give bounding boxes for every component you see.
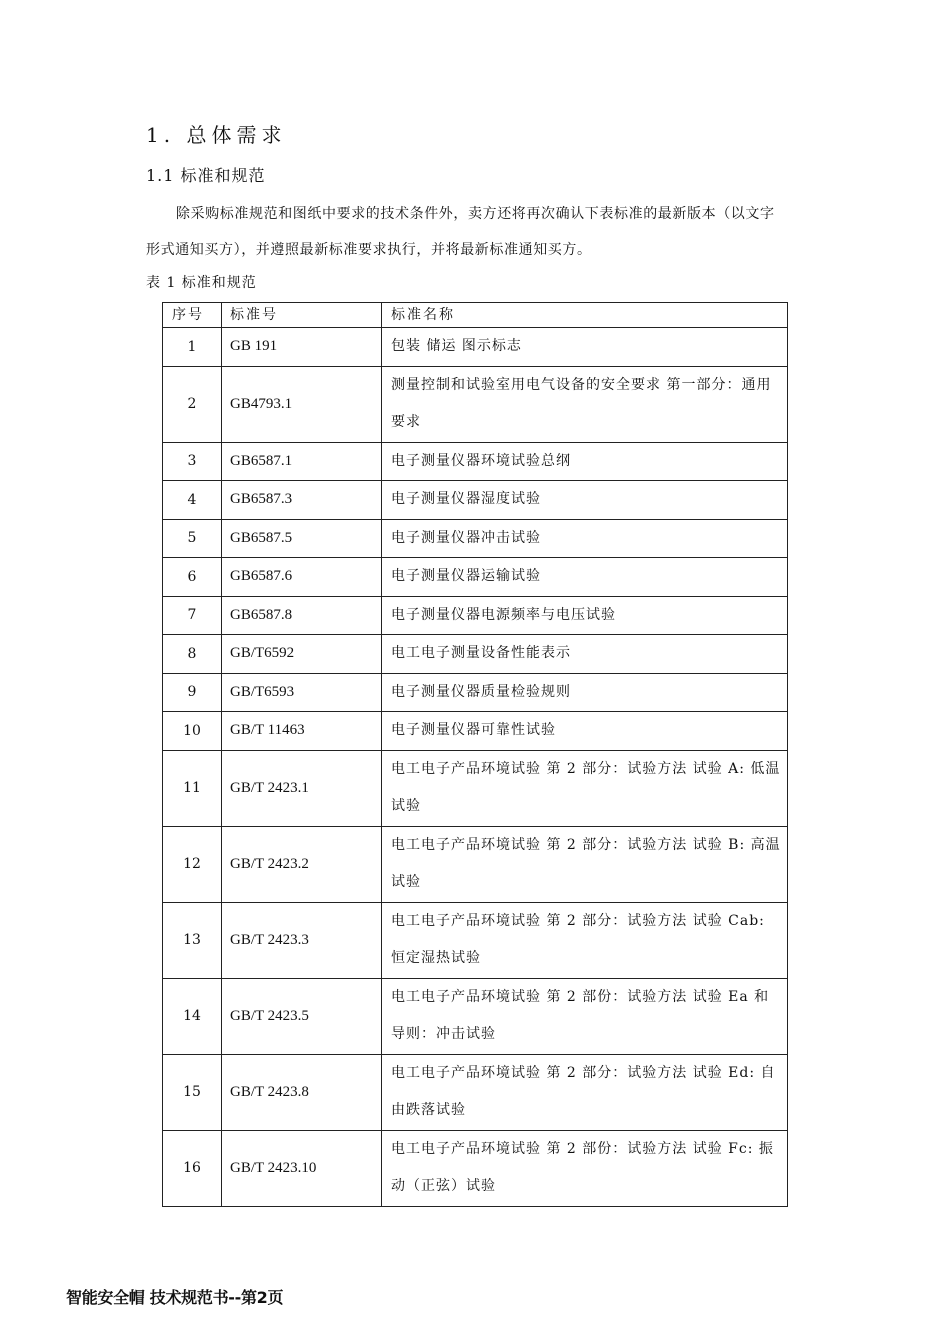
table-row [163, 1130, 788, 1206]
row-standard-name: 电工电子产品环境试验 第 2 部分：试验方法 试验 B: 高温试验 [382, 826, 788, 902]
row-standard-name: 电子测量仪器可靠性试验 [382, 712, 788, 751]
table-row [163, 673, 788, 712]
table-row [163, 519, 788, 558]
header-code: 标准号 [222, 303, 382, 328]
row-standard-code: GB4793.1 [222, 366, 382, 442]
row-standard-code: GB/T 11463 [222, 712, 382, 751]
table-row [163, 596, 788, 635]
row-standard-name: 电子测量仪器冲击试验 [382, 519, 788, 558]
row-standard-code: GB/T 2423.10 [222, 1130, 382, 1206]
header-no: 序号 [163, 303, 222, 328]
row-no: 3 [163, 442, 222, 481]
row-standard-name: 电工电子产品环境试验 第 2 部份：试验方法 试验 Ea 和导则：冲击试验 [382, 978, 788, 1054]
row-standard-name: 电子测量仪器环境试验总纲 [382, 442, 788, 481]
row-standard-code: GB/T 2423.5 [222, 978, 382, 1054]
section-heading: 1. 总体需求 [146, 123, 287, 147]
table-row [163, 328, 788, 367]
subsection-heading: 1.1 标准和规范 [146, 166, 266, 185]
row-standard-name: 包装 储运 图示标志 [382, 328, 788, 367]
row-standard-name: 电工电子产品环境试验 第 2 部分：试验方法 试验 Ed: 自由跌落试验 [382, 1054, 788, 1130]
row-standard-code: GB6587.5 [222, 519, 382, 558]
row-standard-name: 电工电子产品环境试验 第 2 部分：试验方法 试验 A: 低温试验 [382, 750, 788, 826]
row-no: 10 [163, 712, 222, 751]
row-standard-code: GB/T 2423.2 [222, 826, 382, 902]
table-row [163, 902, 788, 978]
table-row [163, 558, 788, 597]
row-no: 4 [163, 481, 222, 520]
row-standard-name: 电子测量仪器电源频率与电压试验 [382, 596, 788, 635]
table-row [163, 750, 788, 826]
header-name: 标准名称 [382, 303, 788, 328]
row-no: 11 [163, 750, 222, 826]
row-no: 9 [163, 673, 222, 712]
row-standard-name: 电工电子产品环境试验 第 2 部份：试验方法 试验 Fc: 振动（正弦）试验 [382, 1130, 788, 1206]
row-standard-code: GB/T 2423.8 [222, 1054, 382, 1130]
row-no: 8 [163, 635, 222, 674]
row-standard-code: GB6587.8 [222, 596, 382, 635]
table-row [163, 442, 788, 481]
row-no: 2 [163, 366, 222, 442]
row-standard-name: 电子测量仪器湿度试验 [382, 481, 788, 520]
row-no: 14 [163, 978, 222, 1054]
table-row [163, 826, 788, 902]
table-row [163, 978, 788, 1054]
row-no: 13 [163, 902, 222, 978]
row-standard-code: GB/T6592 [222, 635, 382, 674]
row-standard-code: GB/T6593 [222, 673, 382, 712]
row-standard-code: GB/T 2423.1 [222, 750, 382, 826]
row-standard-name: 电子测量仪器质量检验规则 [382, 673, 788, 712]
body-paragraph: 除采购标准规范和图纸中要求的技术条件外，卖方还将再次确认下表标准的最新版本（以文字形式通知买方），并遵照最新标准要求执行，并将最新标准通知买方。 [146, 206, 775, 258]
row-no: 5 [163, 519, 222, 558]
row-standard-code: GB6587.6 [222, 558, 382, 597]
row-standard-code: GB6587.1 [222, 442, 382, 481]
standards-table [162, 302, 788, 1207]
table-row [163, 712, 788, 751]
table-row [163, 635, 788, 674]
row-standard-name: 电工电子测量设备性能表示 [382, 635, 788, 674]
row-no: 1 [163, 328, 222, 367]
row-standard-code: GB/T 2423.3 [222, 902, 382, 978]
row-no: 7 [163, 596, 222, 635]
page-footer: 智能安全帽 技术规范书--第2页 [66, 1288, 284, 1307]
table-header-row [163, 303, 788, 328]
row-standard-name: 测量控制和试验室用电气设备的安全要求 第一部分：通用要求 [382, 366, 788, 442]
row-no: 16 [163, 1130, 222, 1206]
table-caption: 表 1 标准和规范 [146, 275, 257, 291]
row-standard-name: 电工电子产品环境试验 第 2 部分：试验方法 试验 Cab: 恒定湿热试验 [382, 902, 788, 978]
row-standard-code: GB 191 [222, 328, 382, 367]
table-row [163, 366, 788, 442]
row-no: 12 [163, 826, 222, 902]
row-standard-name: 电子测量仪器运输试验 [382, 558, 788, 597]
row-no: 15 [163, 1054, 222, 1130]
table-row [163, 481, 788, 520]
table-row [163, 1054, 788, 1130]
row-standard-code: GB6587.3 [222, 481, 382, 520]
row-no: 6 [163, 558, 222, 597]
